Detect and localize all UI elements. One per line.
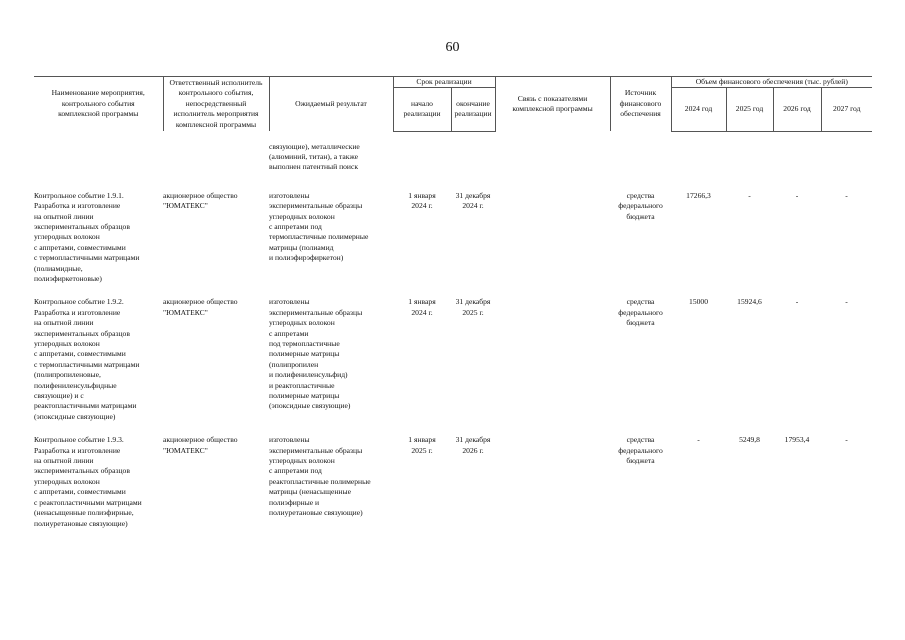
responsible: акционерное общество "ЮМАТЕКС" [163,435,238,455]
end-date: 31 декабря 2025 г. [455,297,491,317]
event-name: Контрольное событие 1.9.1. Разработка и изготовление на опытной линии экспериментальных образцов углеродных волокон с аппретами, совместимыми с термопластичными матрицами (полиамидные, полиэфиркетоновые) [34,190,140,283]
table-header [34,77,872,132]
amount-2026: - [795,190,799,200]
table-row [34,191,872,285]
program-table [34,76,872,529]
table-row [34,297,872,422]
header-result: Ожидаемый результат [269,77,393,132]
responsible: акционерное общество "ЮМАТЕКС" [163,297,238,317]
table-body [34,131,872,529]
end-date: 31 декабря 2026 г. [455,435,491,455]
header-start: начало реализации [393,88,451,131]
amount-2024: - [697,435,700,445]
expected-result: изготовлены экспериментальные образцы углеродных волокон с аппретами под термопластичные полимерные матрицы (полиамид и полиэфирэфиркетон) [269,190,369,263]
table-row [34,435,872,529]
header-2024: 2024 год [671,88,726,131]
amount-2026: - [795,297,799,307]
expected-result: изготовлены экспериментальные образцы углеродных волокон с аппретами под реактопластичные полимерные матрицы (ненасыщенные полиэфирные и полиуретановые связующие) [269,435,371,518]
indicator-link [495,191,610,285]
amount-2026: 17953,4 [784,435,810,445]
continuation-row [34,142,872,173]
amount-2027: - [845,435,848,445]
end-date: 31 декабря 2024 г. [455,190,491,211]
page-number: 60 [445,40,460,55]
event-name: Контрольное событие 1.9.2. Разработка и изготовление на опытной линии экспериментальных образцов углеродных волокон с аппретами, совместимыми с термопластичными матрицами (полипропиленовые, полифениленсульфидные связующие) и с реактопластичными матрицами (эпоксидные связующие) [34,297,140,421]
amount-2025: 5249,8 [739,435,760,445]
amount-2025: - [748,190,751,200]
header-responsible: Ответственный исполнитель контрольного события, непосредственный исполнитель мероприятия комплексной программы [163,77,269,132]
event-name: Контрольное событие 1.9.3. Разработка и изготовление на опытной линии экспериментальных образцов углеродных волокон с аппретами, совместимыми с реактопластичными матрицами (ненасыщенные полиэфирные, полиуретановые связующие) [34,435,142,528]
start-date: 1 января 2025 г. [408,435,436,455]
header-2027: 2027 год [821,88,872,131]
header-link: Связь с показателями комплексной программы [495,77,610,132]
amount-2027: - [845,297,848,307]
header-2026: 2026 год [773,88,821,131]
start-date: 1 января 2024 г. [408,190,436,211]
header-2025: 2025 год [726,88,773,131]
header-period: Срок реализации [393,77,495,88]
header-end: окончание реализации [451,88,495,131]
indicator-link [495,297,610,422]
header-name: Наименование мероприятия, контрольного события комплексной программы [34,77,163,132]
funding-source: средства федерального бюджета [618,190,663,221]
header-funding: Объем финансового обеспечения (тыс. рублей) [671,77,872,88]
responsible: акционерное общество "ЮМАТЕКС" [163,190,238,211]
amount-2027: - [845,190,848,200]
continuation-text: связующие), металлические (алюминий, титан), а также выполнен патентный поиск [269,141,360,172]
amount-2024: 15000 [689,297,708,307]
amount-2025: 15924,6 [737,297,762,307]
amount-2024: 17266,3 [686,190,711,200]
indicator-link [495,435,610,529]
header-source: Источник финансового обеспечения [610,77,671,132]
expected-result: изготовлены экспериментальные образцы углеродных волокон с аппретами под термопластичные полимерные матрицы (полипропилен и полифениленсульфид) и реактопластичные полимерные матрицы (эпоксидные связующие) [269,297,363,411]
funding-source: средства федерального бюджета [618,297,663,328]
start-date: 1 января 2024 г. [408,297,436,317]
funding-source: средства федерального бюджета [618,435,663,466]
